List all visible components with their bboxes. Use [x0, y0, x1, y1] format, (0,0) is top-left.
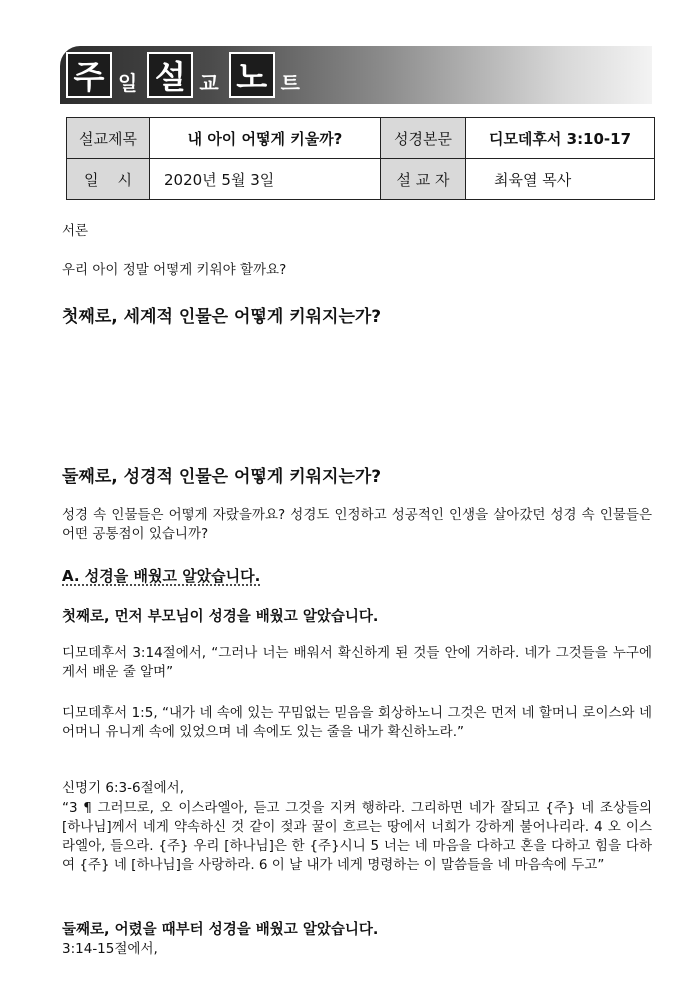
intro-question: 우리 아이 정말 어떻게 키워야 할까요?	[62, 262, 287, 278]
heading-first: 첫째로, 세계적 인물은 어떻게 키워지는가?	[62, 307, 382, 327]
subheading-parents: 첫째로, 먼저 부모님이 성경을 배웠고 알았습니다.	[62, 609, 379, 625]
quote-deuteronomy: “3 ¶ 그러므로, 오 이스라엘아, 듣고 그것을 지켜 행하라. 그리하면 네가 잘되고 {주} 네 조상들의 [하나님]께서 네게 약속하신 것 같이 젖과 꿀이 흐르는 땅에서 너희가 강하게 불어나리라. 4 오 이스라엘아, 들으라. {주} 우리 [하나님]은 한 {주}시니 5 너는 네 마음을 다하고 혼을 다하고 힘을 다하여 {주} 네 [하나님]을 사랑하라. 6 이 날 내가 네게 명령하는 이 말씀들을 네 마음속에 두고”	[62, 800, 652, 873]
banner-char: 노	[229, 52, 275, 98]
banner-char: 설	[147, 52, 193, 98]
sermon-info-table	[66, 117, 655, 200]
title-label: 설교제목	[67, 118, 150, 159]
intro-label: 서론	[62, 223, 89, 239]
scripture-label: 성경본문	[381, 118, 466, 159]
reference-last: 3:14-15절에서,	[62, 941, 158, 957]
title-banner	[60, 46, 652, 104]
scripture-value: 디모데후서 3:10-17	[466, 118, 655, 159]
preacher-value: 최육열 목사	[466, 159, 655, 200]
banner-char: 주	[66, 52, 112, 98]
preacher-label: 설 교 자	[381, 159, 466, 200]
banner-char: 일	[118, 71, 138, 95]
banner-char: 교	[199, 71, 219, 95]
date-label: 일 시	[67, 159, 150, 200]
title-value: 내 아이 어떻게 키울까?	[150, 118, 381, 159]
quote-2tim-3-14: 디모데후서 3:14절에서, “그러나 너는 배워서 확신하게 된 것들 안에 거하라. 네가 그것들을 누구에게서 배운 줄 알며”	[62, 645, 652, 680]
heading-second: 둘째로, 성경적 인물은 어떻게 키워지는가?	[62, 467, 382, 487]
deuteronomy-reference: 신명기 6:3-6절에서,	[62, 780, 185, 796]
date-value: 2020년 5월 3일	[150, 159, 381, 200]
banner-title	[66, 52, 310, 98]
heading-a: A. 성경을 배웠고 알았습니다.	[62, 567, 261, 585]
subheading-childhood: 둘째로, 어렸을 때부터 성경을 배웠고 알았습니다.	[62, 922, 379, 938]
banner-char: 트	[280, 71, 300, 95]
paragraph-biblical-figures: 성경 속 인물들은 어떻게 자랐을까요? 성경도 인정하고 성공적인 인생을 살아갔던 성경 속 인물들은 어떤 공통점이 있습니까?	[62, 507, 652, 542]
quote-2tim-1-5: 디모데후서 1:5, “내가 네 속에 있는 꾸밈없는 믿음을 회상하노니 그것은 먼저 네 할머니 로이스와 네 어머니 유니게 속에 있었으며 네 속에도 있는 줄을 내가 확신하노라.”	[62, 705, 652, 740]
